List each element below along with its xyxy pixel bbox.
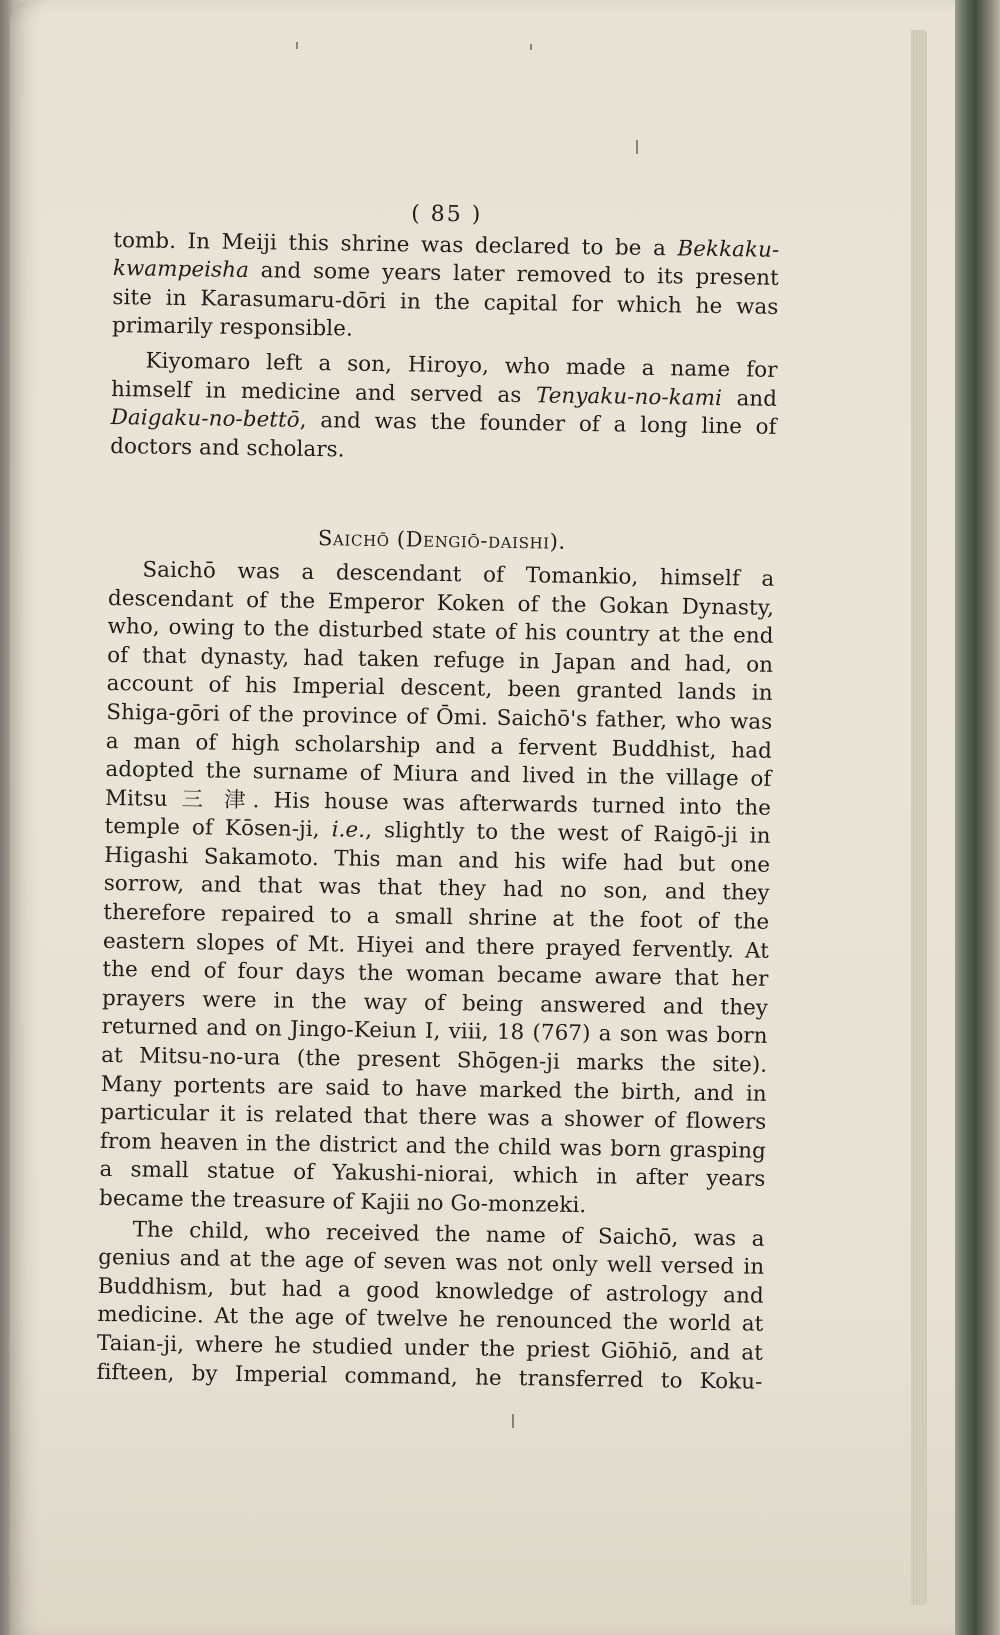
paragraph-continuation (112, 227, 780, 351)
italic-term: Tenyaku-no-kami (535, 382, 723, 411)
section-heading: Saichō (Dengiō-daishi). (317, 526, 566, 555)
print-speck (512, 1414, 514, 1428)
text-run: tomb. In Meiji this shrine was declared to be a (113, 227, 678, 261)
text-run: Saichō was a descendant of Tomankio, himself a descendant of the Emperor Koken of the Gokan Dynasty, who, owing to the disturbed state of his country at the end of that dynasty, had taken refuge in Japan and had, on account of his Imperial descent, been granted lands in Shiga-gōri of the province of Ōmi. Saichō's father, who was a man of high scholarship and a fervent Buddhist, had adopted the surname of Miura and lived in the village of Mitsu 三 津. His house was afterwards turned into the temple of Kōsen-ji, (104, 557, 775, 843)
text-run: The child, who received the name of Saichō, was a genius and at the age of seven was not only well versed in Buddhism, but had a good knowledge of astrology and medicine. At the age of twelve he renounced the world at Taian-ji, where he studied under the priest Giōhiō, and at fifteen, by Imperial command, he transferred to Koku- (96, 1216, 765, 1395)
text-run: , and was the founder of a long line of doctors and scholars. (110, 407, 777, 463)
print-speck (296, 42, 298, 49)
text-block (96, 196, 780, 1397)
italic-term: Daigaku-no-bettō (110, 405, 300, 433)
italic-term: i.e. (331, 817, 366, 844)
print-speck (636, 140, 638, 154)
print-speck (530, 44, 532, 50)
italic-term: Bekkaku-kwampeisha (112, 235, 780, 284)
paragraph-kiyomaro (110, 347, 778, 471)
paragraph-saicho-youth (96, 1215, 764, 1396)
page-sheet (10, 0, 955, 1635)
page-edges (911, 30, 927, 1605)
page-number: ( 85 ) (411, 201, 483, 228)
text-run: and some years later removed to its present site in Karasumaru-dōri in the capital for which he was primarily responsible. (111, 258, 780, 342)
text-run: , slightly to the west of Raigō-ji in Higashi Sakamoto. This man and his wife had but one sorrow, and that was that they had no son, and they therefore repaired to a small shrine at the foot of the eastern slopes of Mt. Hiyei and there prayed fervently. At the end of four days the woman became aware that her prayers were in the way of being answered and they returned and on Jingo-Keiun I, viii, 18 (767) a son was born at Mitsu-no-ura (the present Shōgen-ji marks the site). Many portents are said to have marked the birth, and in particular it is related that there was a shower of flowers from heaven in the district and the child was born grasping a small statue of Yakushi-niorai, which in after years became the treasure of Kajii no Go-monzeki. (98, 818, 771, 1219)
text-run: and (721, 385, 778, 412)
paragraph-saicho-origin (99, 556, 775, 1223)
text-run: Kiyomaro left a son, Hiroyo, who made a name for himself in medicine and served as (110, 348, 778, 408)
